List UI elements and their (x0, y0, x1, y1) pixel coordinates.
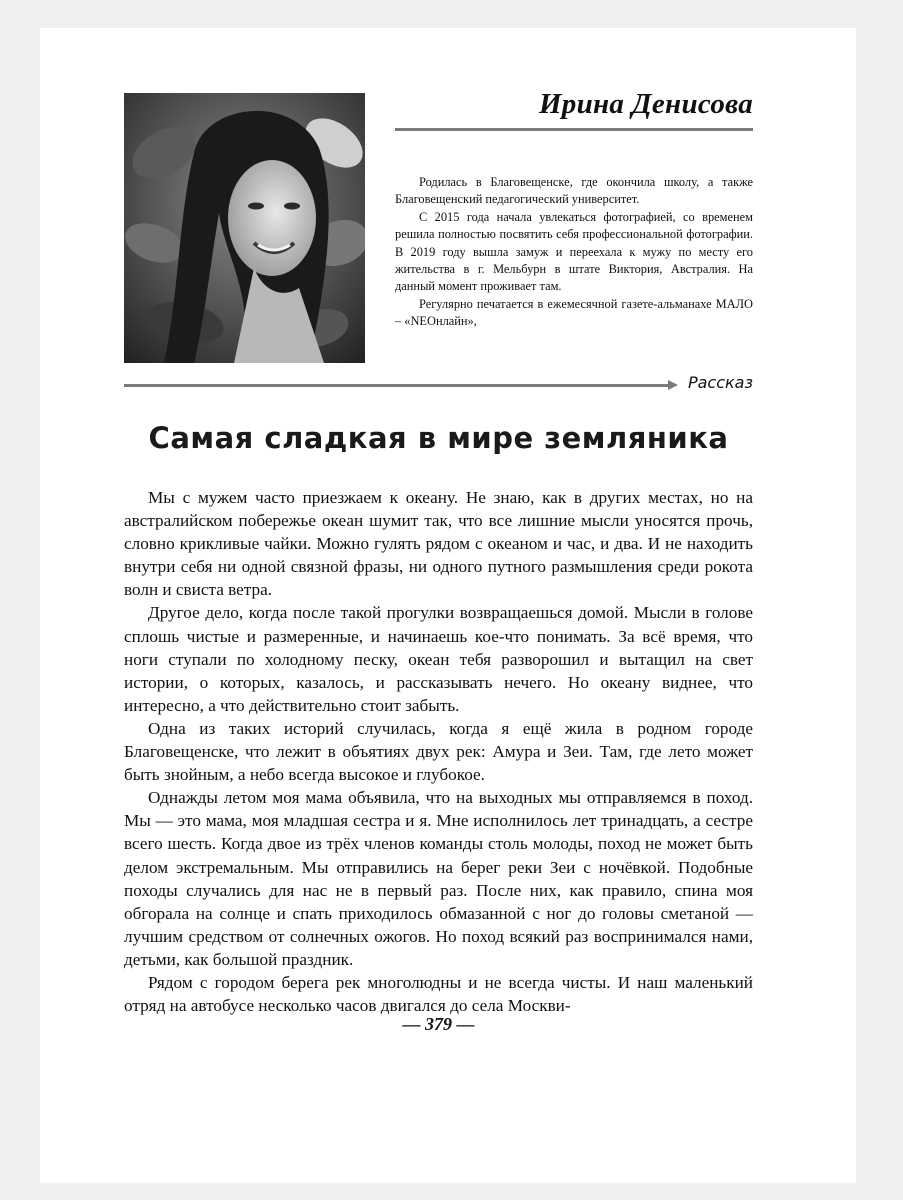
section-label: Рассказ (687, 373, 753, 392)
story-paragraph: Однажды летом моя мама объявила, что на выходных мы отправляемся в поход. Мы — это мама, моя младшая сестра и я. Мне исполнилось лет тринадцать, а сестре всего шесть. Когда двое из трёх членов команды столь молоды, поход не может быть делом экстремальным. Мы отправились на берег реки Зеи с ночёвкой. Подобные походы случались для нас не в первый раз. После них, как правило, спина моя обгорала на солнце и спать приходилось обмазанной с ног до головы сметаной — лучшим средством от солнечных ожогов. Но поход всякий раз воспринимался нами, детьми, как большой праздник. (124, 788, 753, 969)
bio-paragraph: Регулярно печатается в ежемесячной газете-альманахе МАЛО – «NEOнлайн», (395, 296, 753, 329)
story-paragraph: Мы с мужем часто приезжаем к океану. Не знаю, как в других местах, но на австралийском побережье океан шумит так, что все лишние мысли уносятся прочь, словно крикливые чайки. Можно гулять рядом с океаном и час, и два. И не находить внутри себя ни одной связной фразы, ни одного путного размышления среди рокота волн и свиста ветра. (124, 488, 753, 600)
section-divider (124, 384, 672, 387)
page-number: — 379 — (402, 1014, 475, 1034)
author-bio (395, 174, 753, 331)
bio-paragraph: С 2015 года начала увлекаться фотографией, со временем решила полностью посвятить себя профессиональной фотографии. В 2019 году вышла замуж и переехала к мужу по месту его жительства в г. Мельбурн в штате Виктория, Австралия. На данный момент проживает там. (395, 209, 753, 294)
author-photo (124, 93, 365, 363)
story-title: Самая сладкая в мире земляника (148, 421, 729, 455)
author-name: Ирина Денисова (538, 88, 753, 120)
story-paragraph: Рядом с городом берега рек многолюдны и не всегда чисты. И наш маленький отряд на автобусе несколько часов двигался до села Москви- (124, 972, 753, 1016)
arrow-right-icon (668, 380, 678, 390)
book-page (40, 28, 856, 1183)
author-divider (395, 128, 753, 131)
author-portrait-icon (124, 93, 365, 363)
story-body (124, 486, 753, 1017)
story-paragraph: Одна из таких историй случилась, когда я ещё жила в родном городе Благовещенске, что лежит в объятиях двух рек: Амура и Зеи. Там, где лето может быть знойным, а небо всегда высокое и глубокое. (124, 718, 753, 785)
bio-paragraph: Родилась в Благовещенске, где окончила школу, а также Благовещенский педагогический университет. (395, 175, 753, 207)
story-paragraph: Другое дело, когда после такой прогулки возвращаешься домой. Мысли в голове сплошь чистые и размеренные, и начинаешь кое-что понимать. За всё время, что ноги ступали по холодному песку, океан тебя разворошил и вытащил на свет истории, о которых, казалось, и рассказывать нечего. Но океану виднее, что интересно, а что действительно стоит забыть. (124, 603, 753, 715)
